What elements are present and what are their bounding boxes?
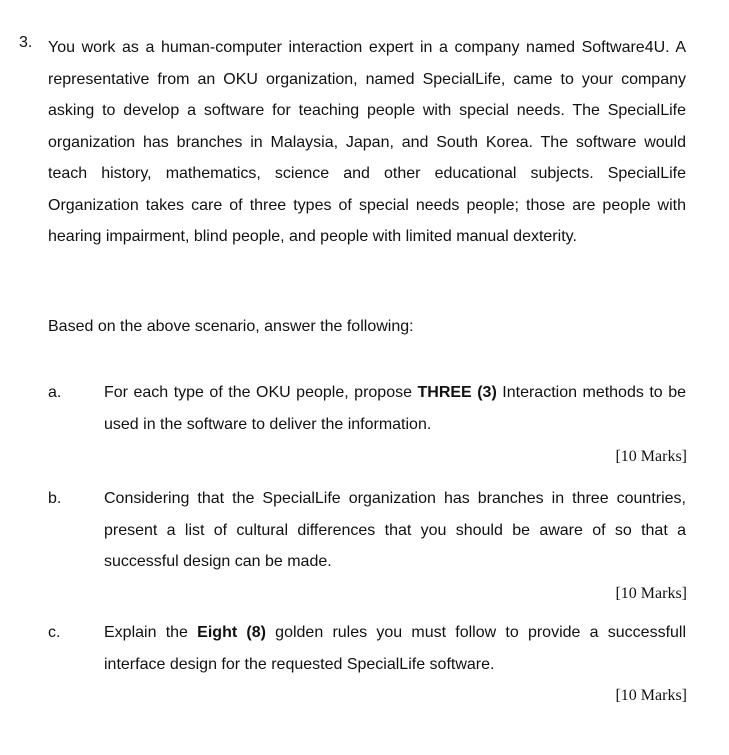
part-a-marks: [10 Marks]: [615, 448, 687, 465]
scenario-paragraph: You work as a human-computer interaction expert in a company named Software4U. A representative from an OKU organization, named SpecialLife, came to your company asking to develop a software for teaching people with special needs. The SpecialLife organization has branches in Malaysia, Japan, and South Korea. The software would teach history, mathematics, science and other educational subjects. SpecialLife Organization takes care of three types of special needs people; those are people with hearing impairment, blind people, and people with limited manual dexterity.: [48, 39, 686, 245]
question-number: 3.: [19, 34, 33, 51]
part-b-text: Considering that the SpecialLife organization has branches in three countries, present a list of cultural differences that you should be aware of so that a successful design can be made.: [104, 490, 686, 570]
part-b-marks: [10 Marks]: [615, 585, 687, 602]
part-a-letter: a.: [48, 384, 62, 401]
part-c-text: [104, 617, 686, 680]
part-c-text-before: Explain the: [104, 624, 198, 641]
part-c-marks: [10 Marks]: [615, 687, 687, 704]
part-c-text-after: golden rules you must follow to provide a successfull interface design for the requested SpecialLife software.: [104, 624, 687, 673]
part-a-text-before: For each type of the OKU people, propose: [104, 384, 418, 401]
part-c-letter: c.: [48, 624, 61, 641]
part-a-emphasis: THREE (3): [417, 384, 497, 401]
part-a-text: [104, 377, 686, 440]
part-a-text-after: Interaction methods to be used in the software to deliver the information.: [104, 384, 686, 433]
part-c-emphasis: Eight (8): [197, 624, 266, 641]
instruction-text: Based on the above scenario, answer the following:: [48, 318, 414, 335]
part-b-letter: b.: [48, 490, 62, 507]
